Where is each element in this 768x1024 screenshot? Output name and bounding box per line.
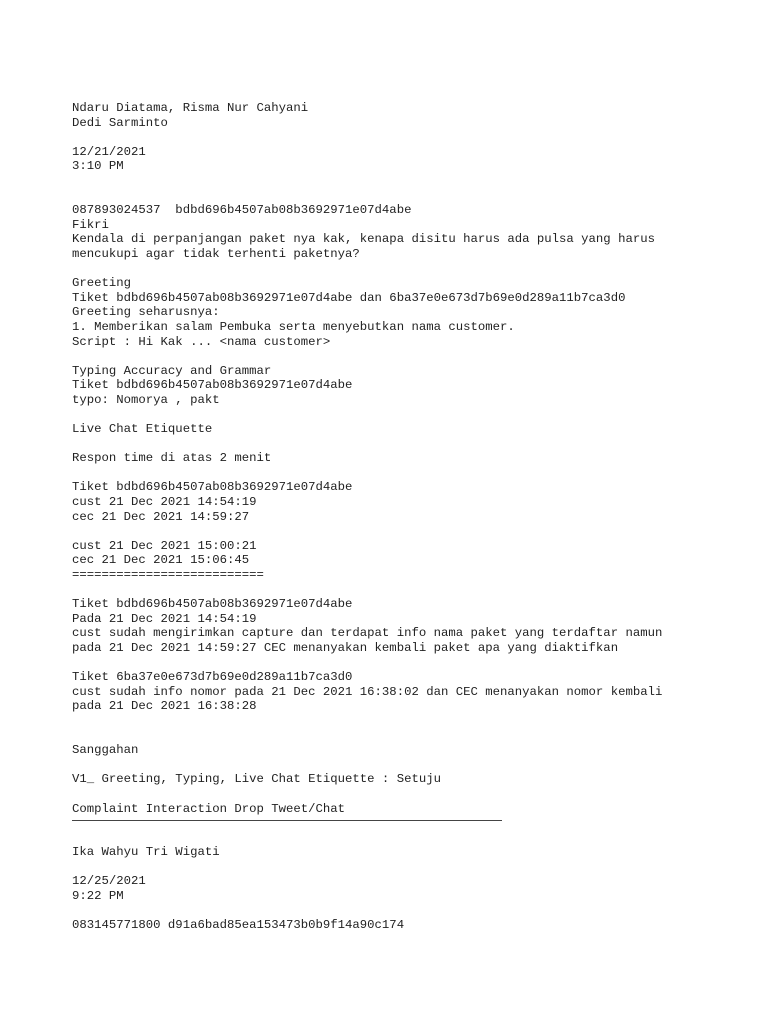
blank-line [72,437,712,452]
document-body-continued [72,831,712,933]
text-line: Tiket bdbd696b4507ab08b3692971e07d4abe [72,597,353,612]
blank-line [72,174,712,189]
text-line: Greeting [72,276,132,291]
blank-line [72,524,712,539]
text-line: 12/21/2021 [72,144,146,159]
blank-line [72,407,712,422]
text-line: Respon time di atas 2 menit [72,451,272,466]
text-line: typo: Nomorya , pakt [72,392,220,407]
blank-line [72,466,712,481]
text-line: Dedi Sarminto [72,115,168,130]
text-line: cec 21 Dec 2021 14:59:27 [72,509,250,524]
text-line: cec 21 Dec 2021 15:06:45 [72,553,250,568]
text-line: cust 21 Dec 2021 14:54:19 [72,495,257,510]
document-page [72,101,712,933]
document-body [72,101,712,816]
text-line: 3:10 PM [72,159,124,174]
text-line: Typing Accuracy and Grammar [72,363,272,378]
blank-line [72,262,712,277]
text-line: Ndaru Diatama, Risma Nur Cahyani [72,101,309,115]
text-line: Pada 21 Dec 2021 14:54:19 [72,611,257,626]
text-line: Ika Wahyu Tri Wigati [72,845,220,860]
text-line: ========================== [72,568,264,582]
blank-line [72,130,712,145]
text-line: 083145771800 d91a6bad85ea153473b0b9f14a90c174 [72,918,405,933]
text-line: Tiket bdbd696b4507ab08b3692971e07d4abe [72,480,353,495]
blank-line [72,714,712,729]
text-line: 12/25/2021 [72,874,146,889]
text-line: cust sudah mengirimkan capture dan terdapat info nama paket yang terdaftar namun [72,626,663,641]
text-line: Tiket bdbd696b4507ab08b3692971e07d4abe [72,378,353,393]
text-line: Sanggahan [72,743,139,758]
horizontal-rule [72,820,502,821]
blank-line [72,656,712,671]
text-line: cust 21 Dec 2021 15:00:21 [72,538,257,553]
blank-line [72,860,712,875]
blank-line [72,349,712,364]
text-line: Complaint Interaction Drop Tweet/Chat [72,801,346,816]
text-line: Kendala di perpanjangan paket nya kak, kenapa disitu harus ada pulsa yang harus [72,232,655,247]
text-line: Tiket 6ba37e0e673d7b69e0d289a11b7ca3d0 [72,670,353,685]
blank-line [72,787,712,802]
text-line: Tiket bdbd696b4507ab08b3692971e07d4abe dan 6ba37e0e673d7b69e0d289a11b7ca3d0 [72,290,626,305]
blank-line [72,189,712,204]
blank-line [72,729,712,744]
blank-line [72,583,712,598]
text-line: pada 21 Dec 2021 16:38:28 [72,699,257,714]
blank-line [72,831,712,846]
text-line: 1. Memberikan salam Pembuka serta menyebutkan nama customer. [72,319,515,334]
text-line: Live Chat Etiquette [72,422,213,437]
text-line: Fikri [72,217,109,232]
text-line: Greeting seharusnya: [72,305,220,320]
blank-line [72,904,712,919]
text-line: V1_ Greeting, Typing, Live Chat Etiquette : Setuju [72,772,441,787]
text-line: pada 21 Dec 2021 14:59:27 CEC menanyakan kembali paket apa yang diaktifkan [72,640,619,655]
text-line: mencukupi agar tidak terhenti paketnya? [72,246,360,261]
text-line: Script : Hi Kak ... <nama customer> [72,334,331,349]
blank-line [72,758,712,773]
text-line: 087893024537 bdbd696b4507ab08b3692971e07d4abe [72,203,412,218]
text-line: cust sudah info nomor pada 21 Dec 2021 16:38:02 dan CEC menanyakan nomor kembali [72,684,663,699]
text-line: 9:22 PM [72,889,124,904]
